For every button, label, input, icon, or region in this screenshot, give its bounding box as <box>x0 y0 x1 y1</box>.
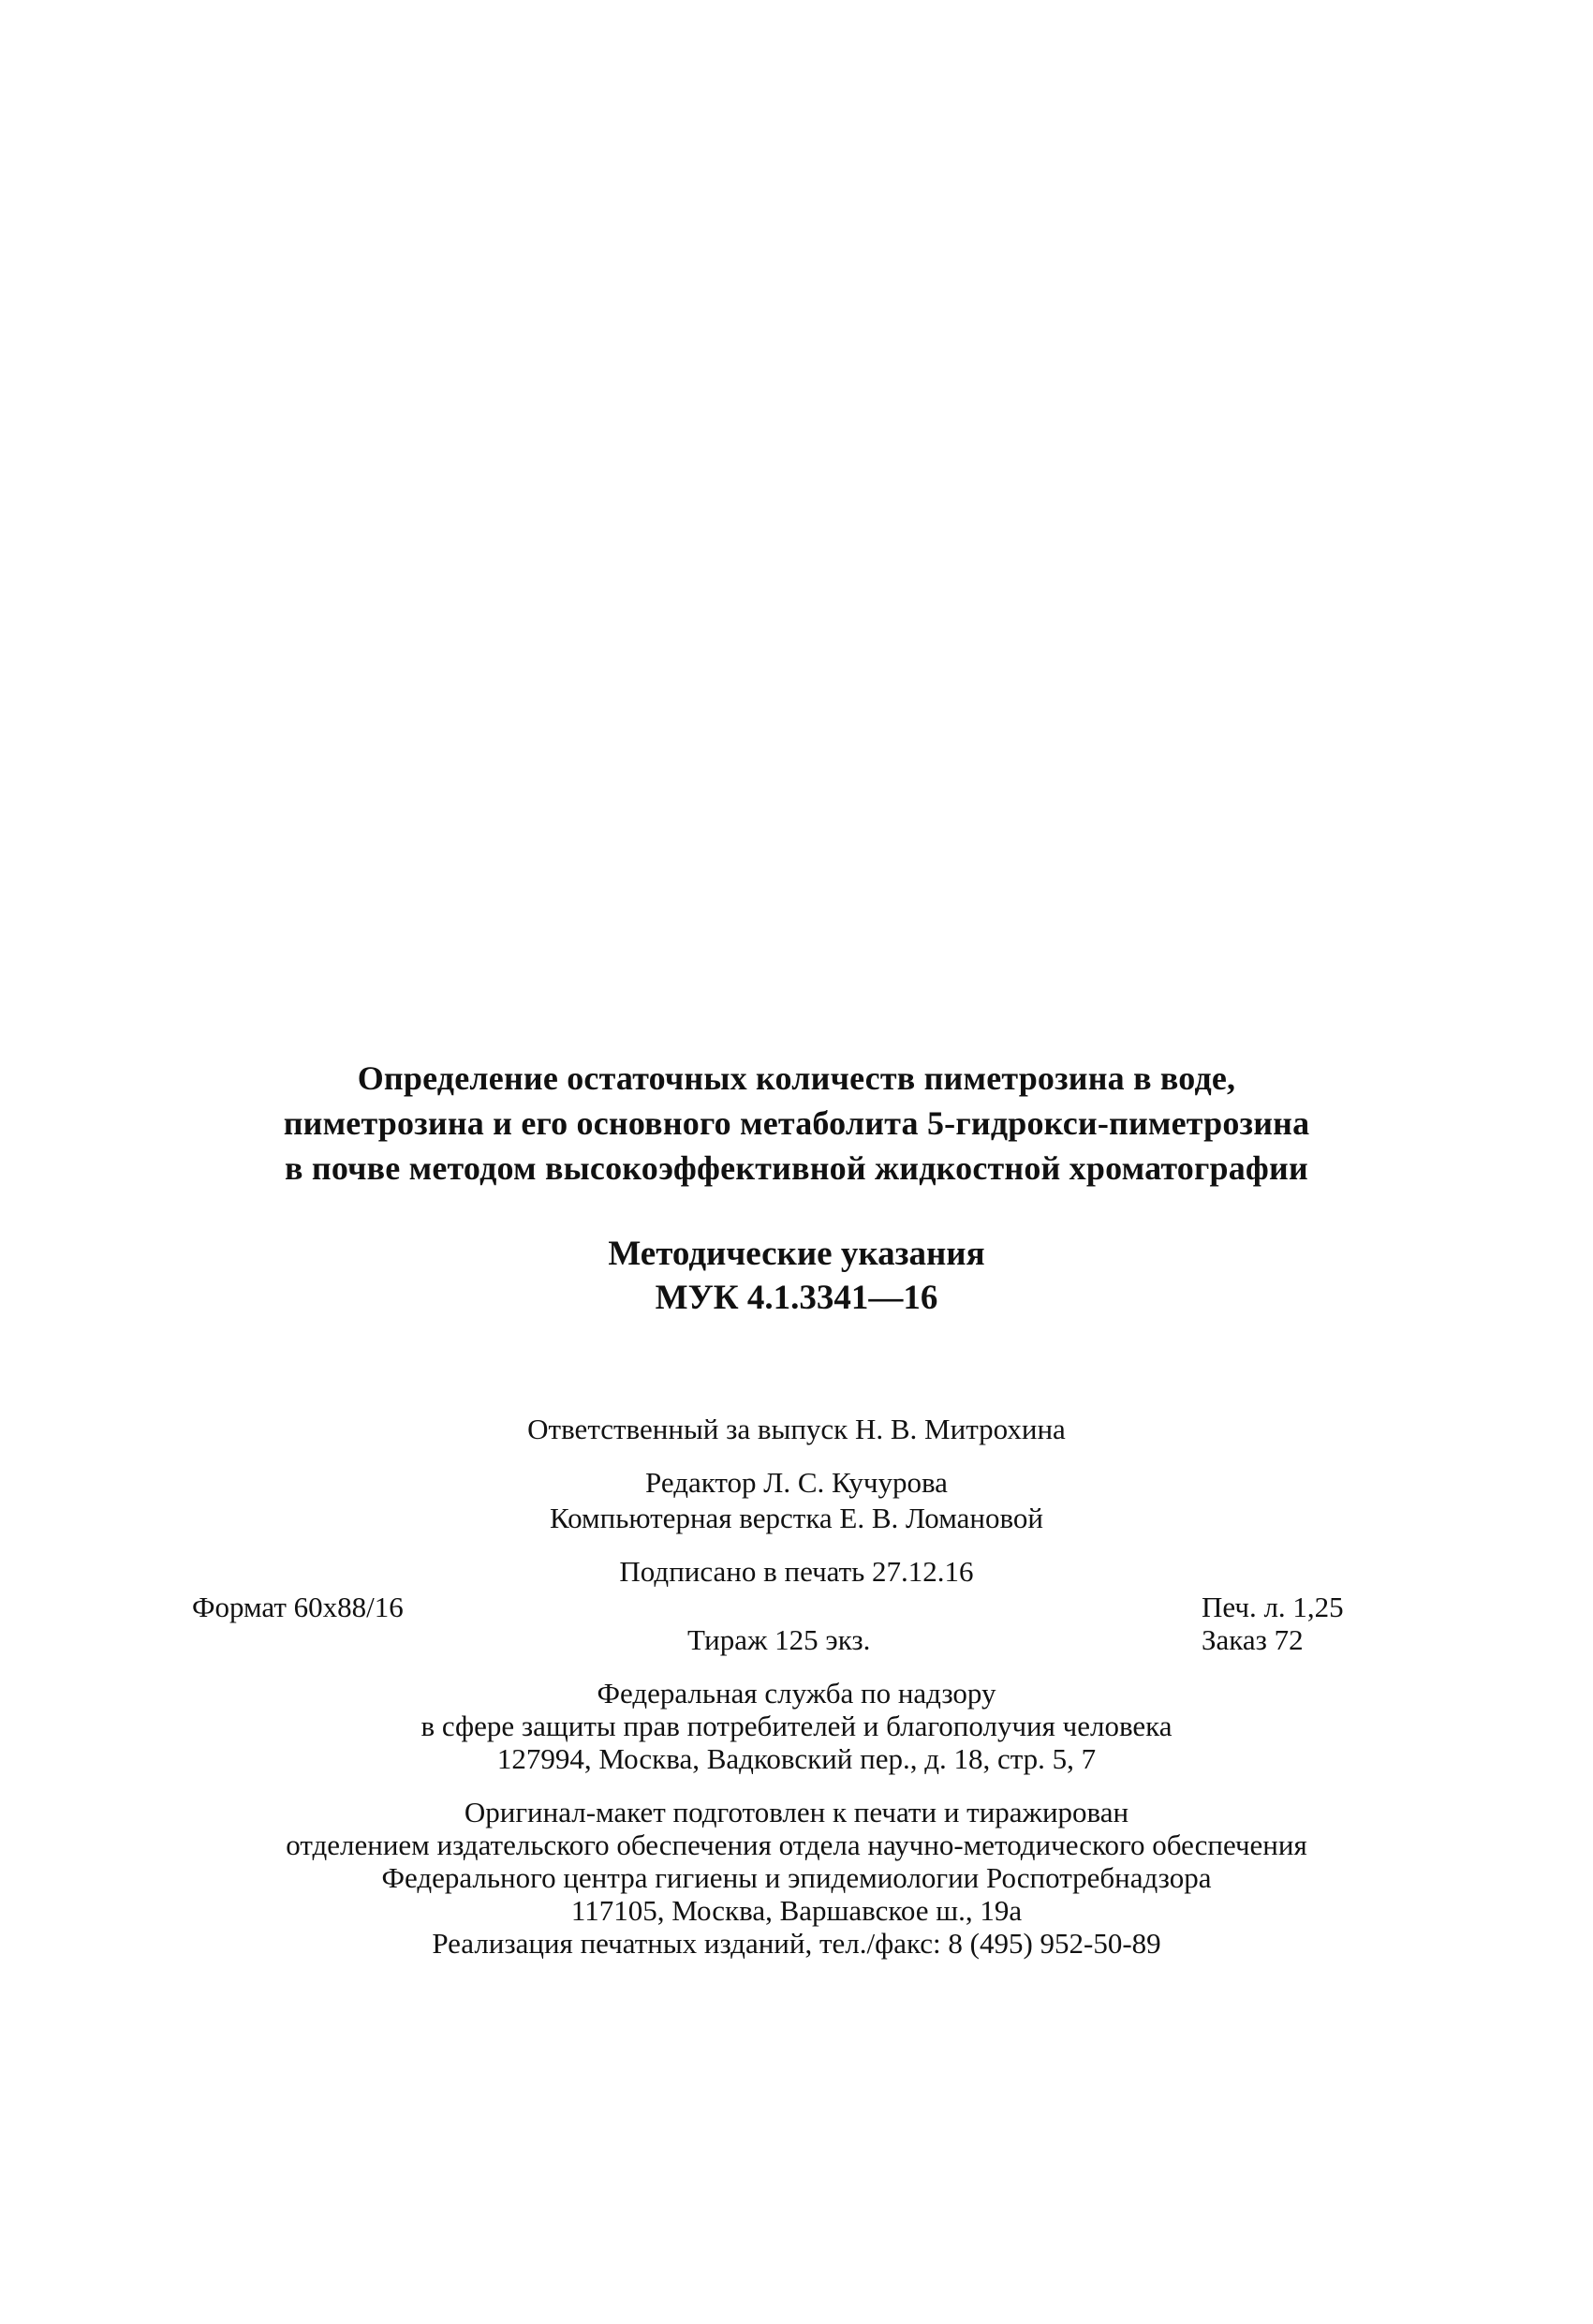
publisher-line-2: в сфере защиты прав потребителей и благополучия человека <box>420 1710 1173 1742</box>
printed-sheets: Печ. л. 1,25 <box>1202 1591 1344 1623</box>
printer-line-3: Федерального центра гигиены и эпидемиологии Роспотребнадзора <box>381 1861 1212 1894</box>
print-circulation: Тираж 125 экз. <box>687 1623 871 1656</box>
order-number: Заказ 72 <box>1202 1623 1304 1656</box>
responsible-person: Ответственный за выпуск Н. В. Митрохина <box>527 1413 1066 1445</box>
publisher-line-1: Федеральная служба по надзору <box>597 1677 996 1710</box>
layout-designer: Компьютерная верстка Е. В. Ломановой <box>550 1502 1043 1534</box>
signed-to-print: Подписано в печать 27.12.16 <box>619 1555 974 1588</box>
title-line-1: Определение остаточных количеств пиметрозина в воде, <box>357 1059 1236 1097</box>
paper-format: Формат 60x88/16 <box>192 1591 404 1623</box>
title-line-2: пиметрозина и его основного метаболита 5-гидрокси-пиметрозина <box>283 1104 1310 1142</box>
editor: Редактор Л. С. Кучурова <box>645 1466 948 1499</box>
publisher-address: 127994, Москва, Вадковский пер., д. 18, стр. 5, 7 <box>496 1742 1097 1775</box>
printer-line-1: Оригинал-макет подготовлен к печати и тиражирован <box>464 1796 1129 1828</box>
document-code: МУК 4.1.3341—16 <box>655 1279 938 1317</box>
title-line-3: в почве методом высокоэффективной жидкостной хроматографии <box>285 1149 1308 1187</box>
printer-address: 117105, Москва, Варшавское ш., 19а <box>570 1894 1023 1927</box>
printer-line-2: отделением издательского обеспечения отдела научно-методического обеспечения <box>286 1828 1307 1861</box>
sales-contact: Реализация печатных изданий, тел./факс: 8 (495) 952-50-89 <box>432 1927 1161 1960</box>
document-type-label: Методические указания <box>608 1235 985 1273</box>
